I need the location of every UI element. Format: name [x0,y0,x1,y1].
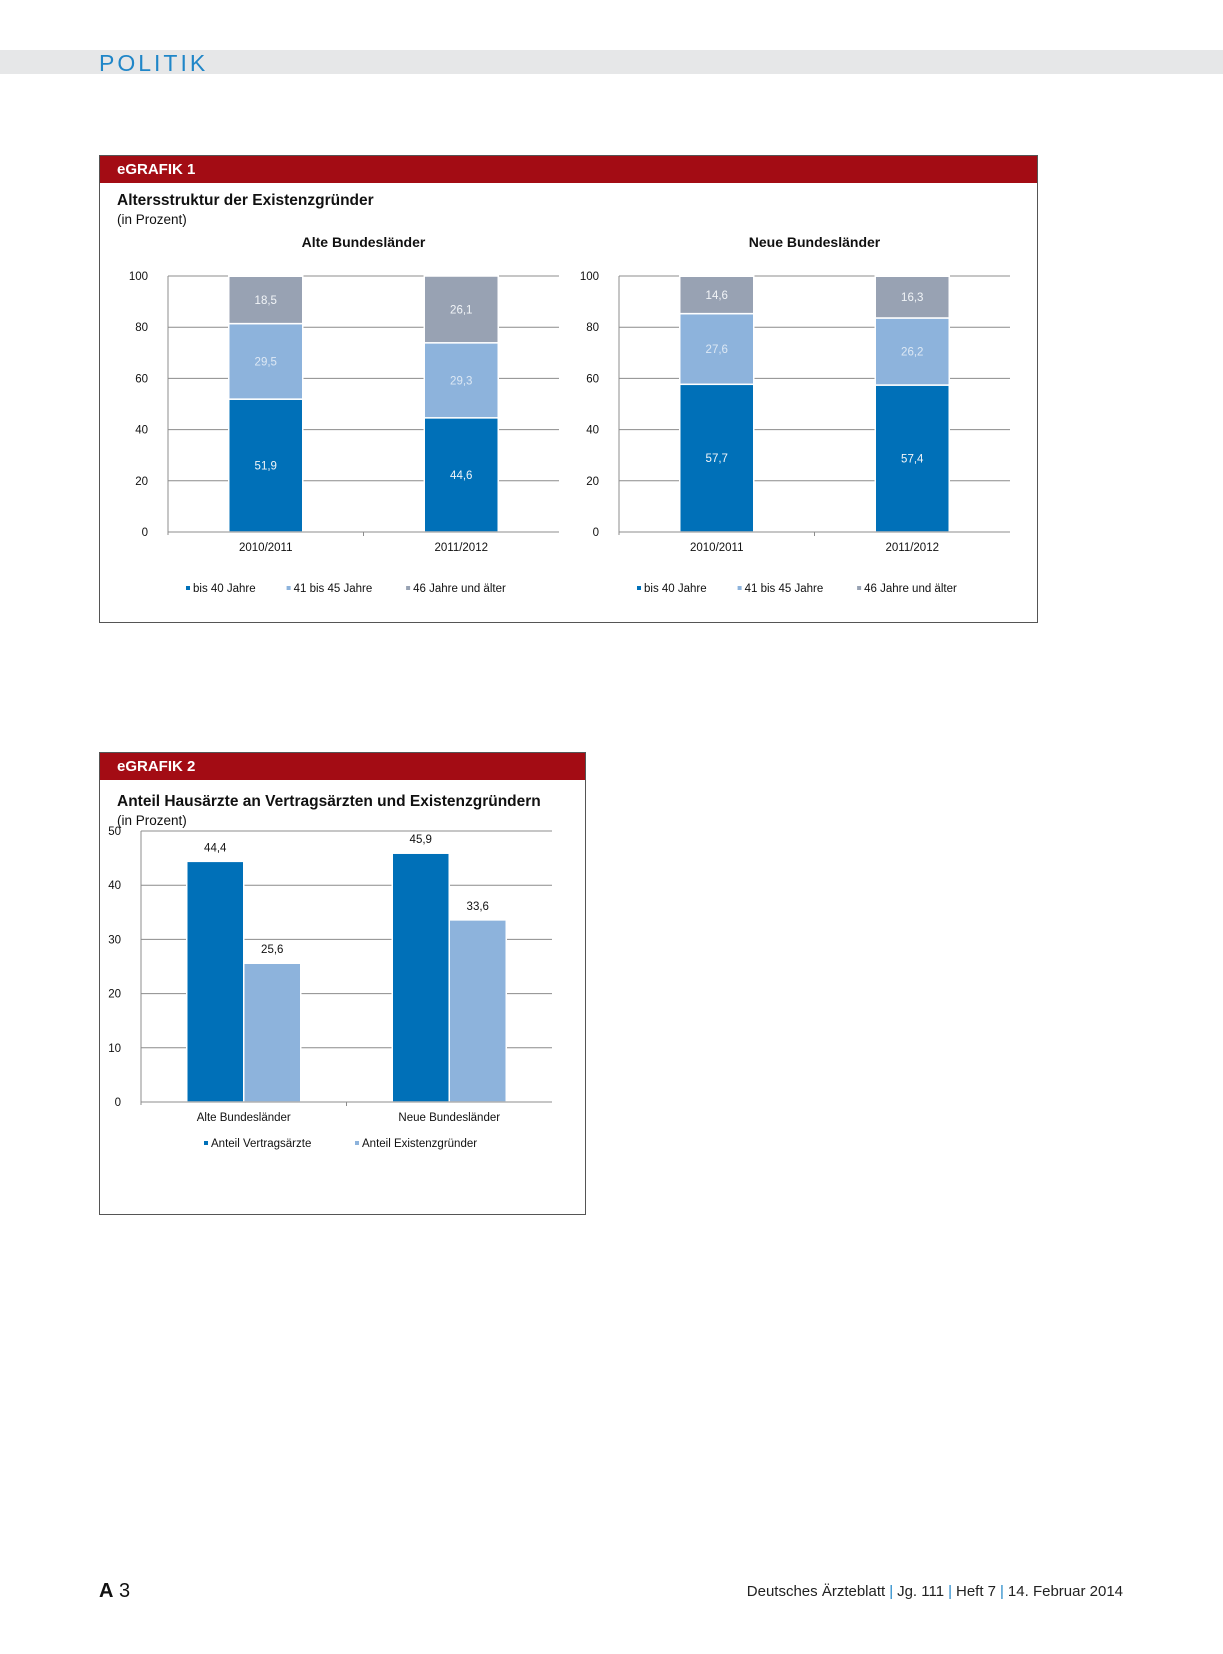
chart1-legend-label: 46 Jahre und älter [413,583,506,595]
chart1-category-label: 2011/2012 [434,542,489,554]
chart3-ytick-label: 20 [108,988,121,1001]
chart2-category-label: 2010/2011 [689,542,744,554]
chart3-data-label: 44,4 [204,842,227,855]
grafik2-tag: eGRAFIK 2 [100,753,585,780]
grafik1-title: Altersstruktur der Existenzgründer [117,192,374,209]
chart3-bar [187,861,244,1102]
chart1-legend-label: 41 bis 45 Jahre [293,583,373,595]
chart2-category-label: 2011/2012 [885,542,940,554]
chart2-data-label: 57,7 [705,453,728,466]
chart2-data-label: 57,4 [901,453,924,466]
chart1-data-label: 29,5 [254,356,277,369]
journal-name: Deutsches Ärzteblatt [746,1583,886,1600]
chart3-bar [449,920,506,1102]
chart2-legend-label: 46 Jahre und älter [864,583,957,595]
chart1-title: Alte Bundesländer [301,234,426,250]
chart2-ytick-label: 100 [579,271,599,283]
journal-volume: Jg. 111 [897,1583,945,1600]
chart1-category-label: 2010/2011 [238,542,293,554]
section-title: POLITIK [99,50,209,76]
chart2-legend-label: 41 bis 45 Jahre [744,583,824,595]
chart3-legend-marker [355,1141,359,1145]
grafik1-tag: eGRAFIK 1 [100,156,1037,183]
chart2-data-label: 14,6 [705,289,728,302]
grafik1-panel [99,155,1038,623]
chart3-data-label: 33,6 [466,900,489,913]
chart1-data-label: 51,9 [254,460,277,473]
chart2-ytick-label: 20 [586,475,599,488]
chart1-legend-marker [406,586,410,590]
chart3-legend-label: Anteil Vertragsärzte [211,1138,312,1150]
chart2-ytick-label: 40 [586,424,599,437]
chart2-ytick-label: 0 [592,527,599,539]
grafik2-panel [99,752,586,1215]
chart1-data-label: 44,6 [450,469,473,482]
chart3-category-label: Alte Bundesländer [196,1112,291,1124]
chart2-data-label: 16,3 [901,292,924,305]
chart3-bar [244,963,301,1102]
chart3-data-label: 45,9 [409,834,432,847]
chart1-ytick-label: 40 [135,424,148,437]
chart2-ytick-label: 80 [586,322,599,335]
chart3-ytick-label: 40 [108,880,121,893]
chart1-ytick-label: 0 [141,527,148,539]
grafik2-title: Anteil Hausärzte an Vertragsärzten und Existenzgründern [117,793,541,810]
chart2-data-label: 26,2 [901,346,924,359]
grafik1-subtitle: (in Prozent) [117,212,187,227]
chart3-ytick-label: 30 [108,934,121,947]
chart1-data-label: 26,1 [450,304,473,317]
chart3-legend-marker [204,1141,208,1145]
chart1-legend-marker [186,586,190,590]
chart2-title: Neue Bundesländer [748,234,881,250]
chart2-legend-marker [637,586,641,590]
page-number [99,1580,130,1603]
chart1-ytick-label: 100 [128,271,148,283]
journal-issue: Heft 7 [955,1583,997,1600]
chart2-ytick-label: 60 [586,373,599,386]
chart3-data-label: 25,6 [261,944,284,957]
chart3-category-label: Neue Bundesländer [398,1112,501,1124]
chart2-data-label: 27,6 [705,343,728,356]
chart1-ytick-label: 20 [135,475,148,488]
chart2-legend-label: bis 40 Jahre [644,583,707,595]
chart1-ytick-label: 80 [135,322,148,335]
chart1-data-label: 18,5 [254,294,277,307]
journal-date: 14. Februar 2014 [1007,1583,1123,1600]
page-letter: A [99,1580,114,1602]
chart3-bar [392,853,449,1102]
grafik2-subtitle: (in Prozent) [117,813,187,828]
chart1-ytick-label: 60 [135,373,148,386]
chart3-ytick-label: 10 [108,1042,121,1055]
chart1-legend-label: bis 40 Jahre [193,583,256,595]
chart1-legend-marker [287,586,291,590]
grafik1-charts [100,156,1037,622]
chart3-ytick-label: 0 [114,1097,121,1109]
grafik2-chart [100,753,585,1214]
page-number-value: 3 [119,1580,131,1602]
chart3-ytick-label: 50 [108,826,121,838]
chart3-legend-label: Anteil Existenzgründer [362,1138,478,1150]
chart1-data-label: 29,3 [450,375,473,388]
chart2-legend-marker [857,586,861,590]
chart2-legend-marker [738,586,742,590]
journal-info: Deutsches Ärzteblatt | Jg. 111 | Heft 7 | 14. Februar 2014 [746,1583,1123,1600]
